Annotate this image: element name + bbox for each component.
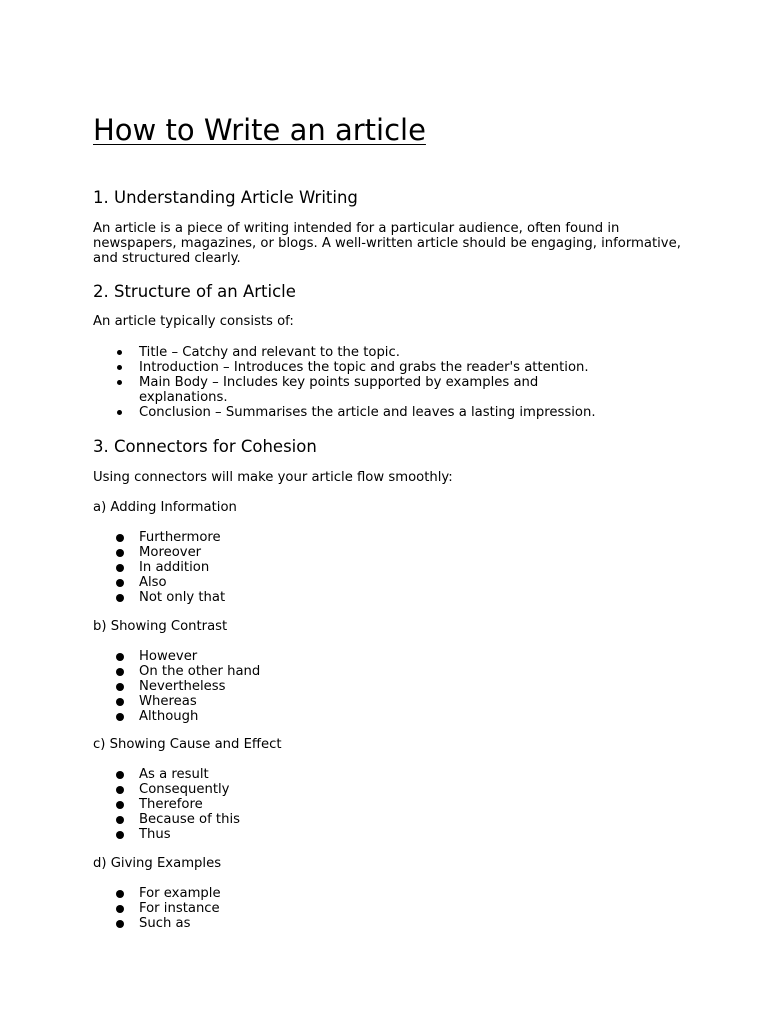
list-item — [0, 345, 600, 360]
group-label-adding-information: a) Adding Information — [93, 500, 237, 515]
section-1-paragraph: An article is a piece of writing intended for a particular audience, often found in newspapers, magazines, or blogs. A well-written article should be engaging, informative, and structured clearly. — [93, 221, 681, 266]
list-item — [0, 901, 600, 916]
list-item-text: However — [139, 649, 198, 664]
list-item-text: Moreover — [139, 545, 202, 560]
list-item — [0, 649, 600, 664]
list-item — [0, 375, 600, 405]
list-item — [0, 694, 600, 709]
bullet-icon — [116, 549, 124, 557]
list-item-text: Although — [139, 709, 199, 724]
list-item — [0, 664, 600, 679]
list-item — [0, 679, 600, 694]
connector-list-adding — [0, 530, 600, 605]
bullet-icon — [116, 534, 124, 542]
bullet-icon — [116, 713, 124, 721]
list-item-text: Main Body – Includes key points supported by examples and explanations. — [139, 375, 539, 405]
bullet-icon — [116, 786, 124, 794]
list-item — [0, 827, 600, 842]
section-2-heading: 2. Structure of an Article — [93, 282, 296, 301]
bullet-icon — [117, 410, 122, 415]
list-item-text: Also — [139, 575, 167, 590]
list-item — [0, 709, 600, 724]
connector-list-contrast — [0, 649, 600, 724]
bullet-icon — [116, 653, 124, 661]
bullet-icon — [116, 564, 124, 572]
list-item — [0, 782, 600, 797]
list-item-text: For example — [139, 886, 221, 901]
group-label-cause-and-effect: c) Showing Cause and Effect — [93, 737, 282, 752]
list-item-text: Therefore — [139, 797, 203, 812]
structure-list — [0, 345, 600, 420]
list-item-text: Conclusion – Summarises the article and leaves a lasting impression. — [139, 405, 596, 420]
list-item-text: On the other hand — [139, 664, 261, 679]
list-item — [0, 812, 600, 827]
list-item-text: Because of this — [139, 812, 240, 827]
list-item-text: As a result — [139, 767, 209, 782]
bullet-icon — [116, 816, 124, 824]
connector-list-cause-effect — [0, 767, 600, 842]
list-item-text: Title – Catchy and relevant to the topic. — [139, 345, 400, 360]
list-item-text: Nevertheless — [139, 679, 226, 694]
section-3-heading: 3. Connectors for Cohesion — [93, 437, 317, 456]
list-item — [0, 590, 600, 605]
document-title: How to Write an article — [93, 113, 426, 147]
bullet-icon — [116, 905, 124, 913]
section-2-intro: An article typically consists of: — [93, 314, 294, 329]
bullet-icon — [116, 683, 124, 691]
list-item-text: In addition — [139, 560, 210, 575]
bullet-icon — [116, 771, 124, 779]
bullet-icon — [116, 920, 124, 928]
list-item-text: Whereas — [139, 694, 197, 709]
list-item-text: For instance — [139, 901, 220, 916]
list-item — [0, 545, 600, 560]
list-item-text: Consequently — [139, 782, 230, 797]
bullet-icon — [116, 890, 124, 898]
list-item-text: Furthermore — [139, 530, 221, 545]
group-label-showing-contrast: b) Showing Contrast — [93, 619, 228, 634]
group-label-giving-examples: d) Giving Examples — [93, 856, 222, 871]
list-item — [0, 797, 600, 812]
list-item — [0, 530, 600, 545]
list-item — [0, 575, 600, 590]
list-item — [0, 916, 600, 931]
section-3-intro: Using connectors will make your article flow smoothly: — [93, 470, 453, 485]
bullet-icon — [117, 365, 122, 370]
list-item-text: Such as — [139, 916, 191, 931]
bullet-icon — [116, 831, 124, 839]
bullet-icon — [117, 380, 122, 385]
list-item — [0, 560, 600, 575]
list-item — [0, 886, 600, 901]
list-item-text: Thus — [139, 827, 171, 842]
bullet-icon — [116, 698, 124, 706]
list-item-text: Not only that — [139, 590, 226, 605]
bullet-icon — [116, 801, 124, 809]
connector-list-examples — [0, 886, 600, 931]
list-item-text: Introduction – Introduces the topic and grabs the reader's attention. — [139, 360, 589, 375]
bullet-icon — [116, 668, 124, 676]
bullet-icon — [116, 594, 124, 602]
list-item — [0, 360, 600, 375]
section-1-heading: 1. Understanding Article Writing — [93, 188, 358, 207]
list-item — [0, 405, 600, 420]
list-item — [0, 767, 600, 782]
bullet-icon — [116, 579, 124, 587]
bullet-icon — [117, 350, 122, 355]
